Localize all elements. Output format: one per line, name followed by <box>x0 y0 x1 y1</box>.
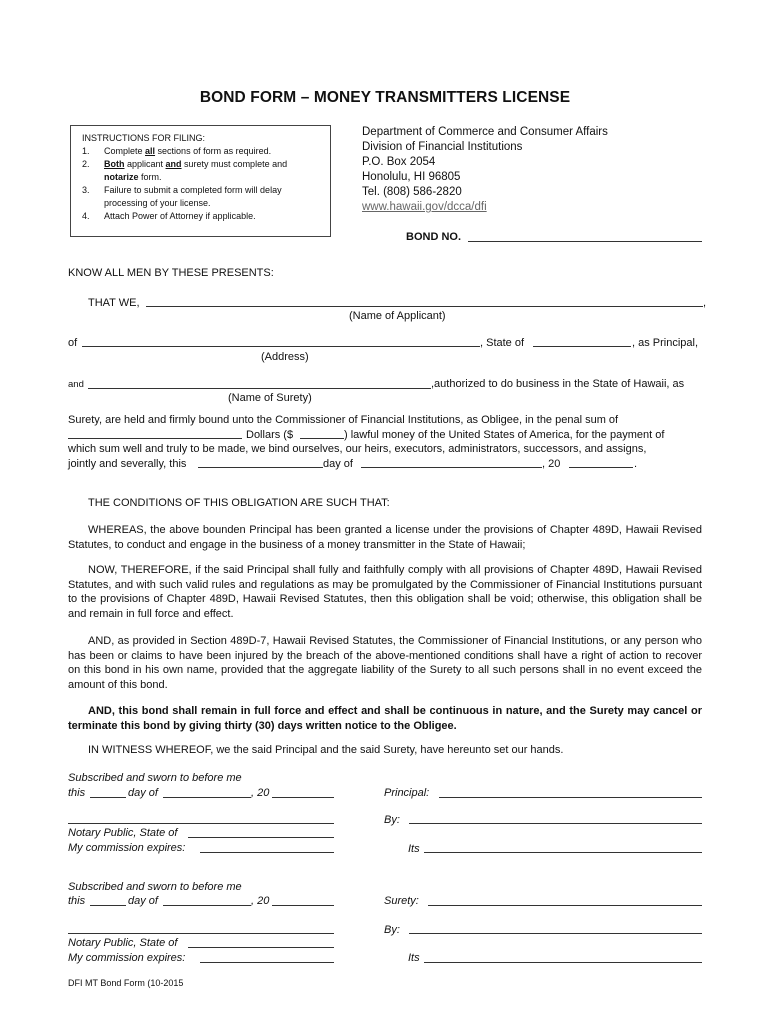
notary1-subscribed: Subscribed and sworn to before me <box>68 772 242 784</box>
notary1-month-field[interactable] <box>163 797 251 798</box>
dollars-label: Dollars ($ <box>246 429 294 441</box>
notary2-commission-field[interactable] <box>200 962 334 963</box>
authorized-label: ,authorized to do business in the State of Hawaii, as <box>431 378 685 390</box>
notary2-month-field[interactable] <box>163 905 251 906</box>
notary1-this: this <box>68 787 86 799</box>
day-of-label: day of <box>323 458 353 470</box>
name-of-surety-caption: (Name of Surety) <box>228 392 312 404</box>
principal-field[interactable] <box>439 797 702 798</box>
jointly-label: jointly and severally, this <box>68 458 187 470</box>
principal-its-field[interactable] <box>424 852 702 853</box>
instructions-heading: INSTRUCTIONS FOR FILING: <box>82 133 206 143</box>
dept-division: Division of Financial Institutions <box>362 141 523 153</box>
dept-tel: Tel. (808) 586-2820 <box>362 186 462 198</box>
dept-url-link[interactable]: www.hawaii.gov/dcca/dfi <box>362 201 487 213</box>
year-field[interactable] <box>569 467 633 468</box>
cancellation-paragraph: AND, this bond shall remain in full force and effect and shall be continuous in nature, and the Surety may cancel or terminate this bond by giving thirty (30) days written notice to the Obligee. <box>68 705 702 732</box>
notary1-commission-label: My commission expires: <box>68 842 186 854</box>
and-label: and <box>68 379 84 390</box>
comma: , <box>703 297 707 309</box>
notary2-signature-field[interactable] <box>68 933 334 934</box>
penal-sum-amount-field[interactable] <box>300 438 344 439</box>
notary1-commission-field[interactable] <box>200 852 334 853</box>
know-all-heading: KNOW ALL MEN BY THESE PRESENTS: <box>68 267 274 279</box>
instruction-4: Attach Power of Attorney if applicable. <box>104 211 256 221</box>
that-we-label: THAT WE, <box>88 297 140 309</box>
notary1-year-field[interactable] <box>272 797 334 798</box>
notary1-signature-field[interactable] <box>68 823 334 824</box>
instruction-2-num: 2. <box>82 159 90 169</box>
notary2-commission-label: My commission expires: <box>68 952 186 964</box>
state-of-label: , State of <box>480 337 525 349</box>
lawful-money-text: ) lawful money of the United States of America, for the payment of <box>344 429 665 441</box>
principal-its-label: Its <box>408 843 420 855</box>
notary1-day-of: day of <box>128 787 158 799</box>
notary2-twenty: , 20 <box>251 895 270 907</box>
month-field[interactable] <box>361 467 542 468</box>
bond-no-label: BOND NO. <box>406 231 461 243</box>
day-field[interactable] <box>198 467 323 468</box>
bond-no-field[interactable] <box>468 241 702 242</box>
and-as-paragraph: AND, as provided in Section 489D-7, Hawaii Revised Statutes, the Commissioner of Financial Institutions, or any person who has been or claims to have been injured by the breach of the above-mentioned conditions shall have a right of action to recover on this bond in his own name, provided that the aggregate liability of the Surety to all such persons shall in no event exceed the amount of this bond. <box>68 635 702 691</box>
conditions-heading: THE CONDITIONS OF THIS OBLIGATION ARE SUCH THAT: <box>88 497 390 509</box>
surety-by-field[interactable] <box>409 933 702 934</box>
penal-sum-words-field[interactable] <box>68 438 242 439</box>
address-caption: (Address) <box>261 351 309 363</box>
instruction-3: Failure to submit a completed form will delay <box>104 185 282 195</box>
surety-field[interactable] <box>428 905 702 906</box>
address-field[interactable] <box>82 346 480 347</box>
of-label: of <box>68 337 78 349</box>
state-field[interactable] <box>533 346 631 347</box>
applicant-name-field[interactable] <box>146 306 703 307</box>
instruction-3-cont: processing of your license. <box>104 198 211 208</box>
instruction-3-num: 3. <box>82 185 90 195</box>
instruction-4-num: 4. <box>82 211 90 221</box>
notary2-day-of: day of <box>128 895 158 907</box>
footer-form-id: DFI MT Bond Form (10-2015 <box>68 978 184 988</box>
whereas-paragraph: WHEREAS, the above bounden Principal has been granted a license under the provisions of Chapter 489D, Hawaii Revised Statutes, to conduct and engage in the business of a money transmitter in the State of Hawaii; <box>68 524 702 551</box>
page-title: BOND FORM – MONEY TRANSMITTERS LICENSE <box>199 89 571 106</box>
dept-city: Honolulu, HI 96805 <box>362 171 461 183</box>
notary2-day-field[interactable] <box>90 905 126 906</box>
notary2-subscribed: Subscribed and sworn to before me <box>68 881 242 893</box>
as-principal-label: , as Principal, <box>632 337 699 349</box>
surety-line-1: Surety, are held and firmly bound unto the Commissioner of Financial Institutions, as Obligee, in the penal sum of <box>68 414 619 426</box>
surety-line-3: which sum well and truly to be made, we bind ourselves, our heirs, executors, administrators, successors, and assigns, <box>68 443 647 455</box>
notary1-state-label: Notary Public, State of <box>68 827 178 839</box>
instruction-2: Both applicant and surety must complete and <box>104 159 288 169</box>
principal-label: Principal: <box>384 787 430 799</box>
notary2-this: this <box>68 895 86 907</box>
notary1-twenty: , 20 <box>251 787 270 799</box>
notary2-state-label: Notary Public, State of <box>68 937 178 949</box>
witness-paragraph: IN WITNESS WHEREOF, we the said Principal and the said Surety, have hereunto set our hands. <box>88 744 564 756</box>
surety-by-label: By: <box>384 924 400 936</box>
now-therefore-paragraph: NOW, THEREFORE, if the said Principal shall fully and faithfully comply with all provisions of Chapter 489D, Hawaii Revised Statutes, and with such valid rules and regulations as may be promulgated by the Commissioner of Financial Institutions pursuant to the provisions of Chapter 489D, Hawaii Revised Statutes, then this obligation shall be void; otherwise, this obligation shall be and remain in full force and effect. <box>68 564 702 620</box>
surety-label: Surety: <box>384 895 419 907</box>
instruction-1-num: 1. <box>82 146 90 156</box>
notary1-state-field[interactable] <box>188 837 334 838</box>
dept-po-box: P.O. Box 2054 <box>362 156 436 168</box>
instruction-2-cont: notarize form. <box>104 172 162 182</box>
dept-name: Department of Commerce and Consumer Affairs <box>362 126 608 138</box>
principal-by-field[interactable] <box>409 823 702 824</box>
notary2-state-field[interactable] <box>188 947 334 948</box>
surety-its-label: Its <box>408 952 420 964</box>
surety-its-field[interactable] <box>424 962 702 963</box>
surety-name-field[interactable] <box>88 388 431 389</box>
notary2-year-field[interactable] <box>272 905 334 906</box>
instruction-1: Complete all sections of form as required. <box>104 146 272 156</box>
name-of-applicant-caption: (Name of Applicant) <box>349 310 446 322</box>
twenty-label: , 20 <box>542 458 561 470</box>
period: . <box>634 458 638 470</box>
notary1-day-field[interactable] <box>90 797 126 798</box>
principal-by-label: By: <box>384 814 400 826</box>
